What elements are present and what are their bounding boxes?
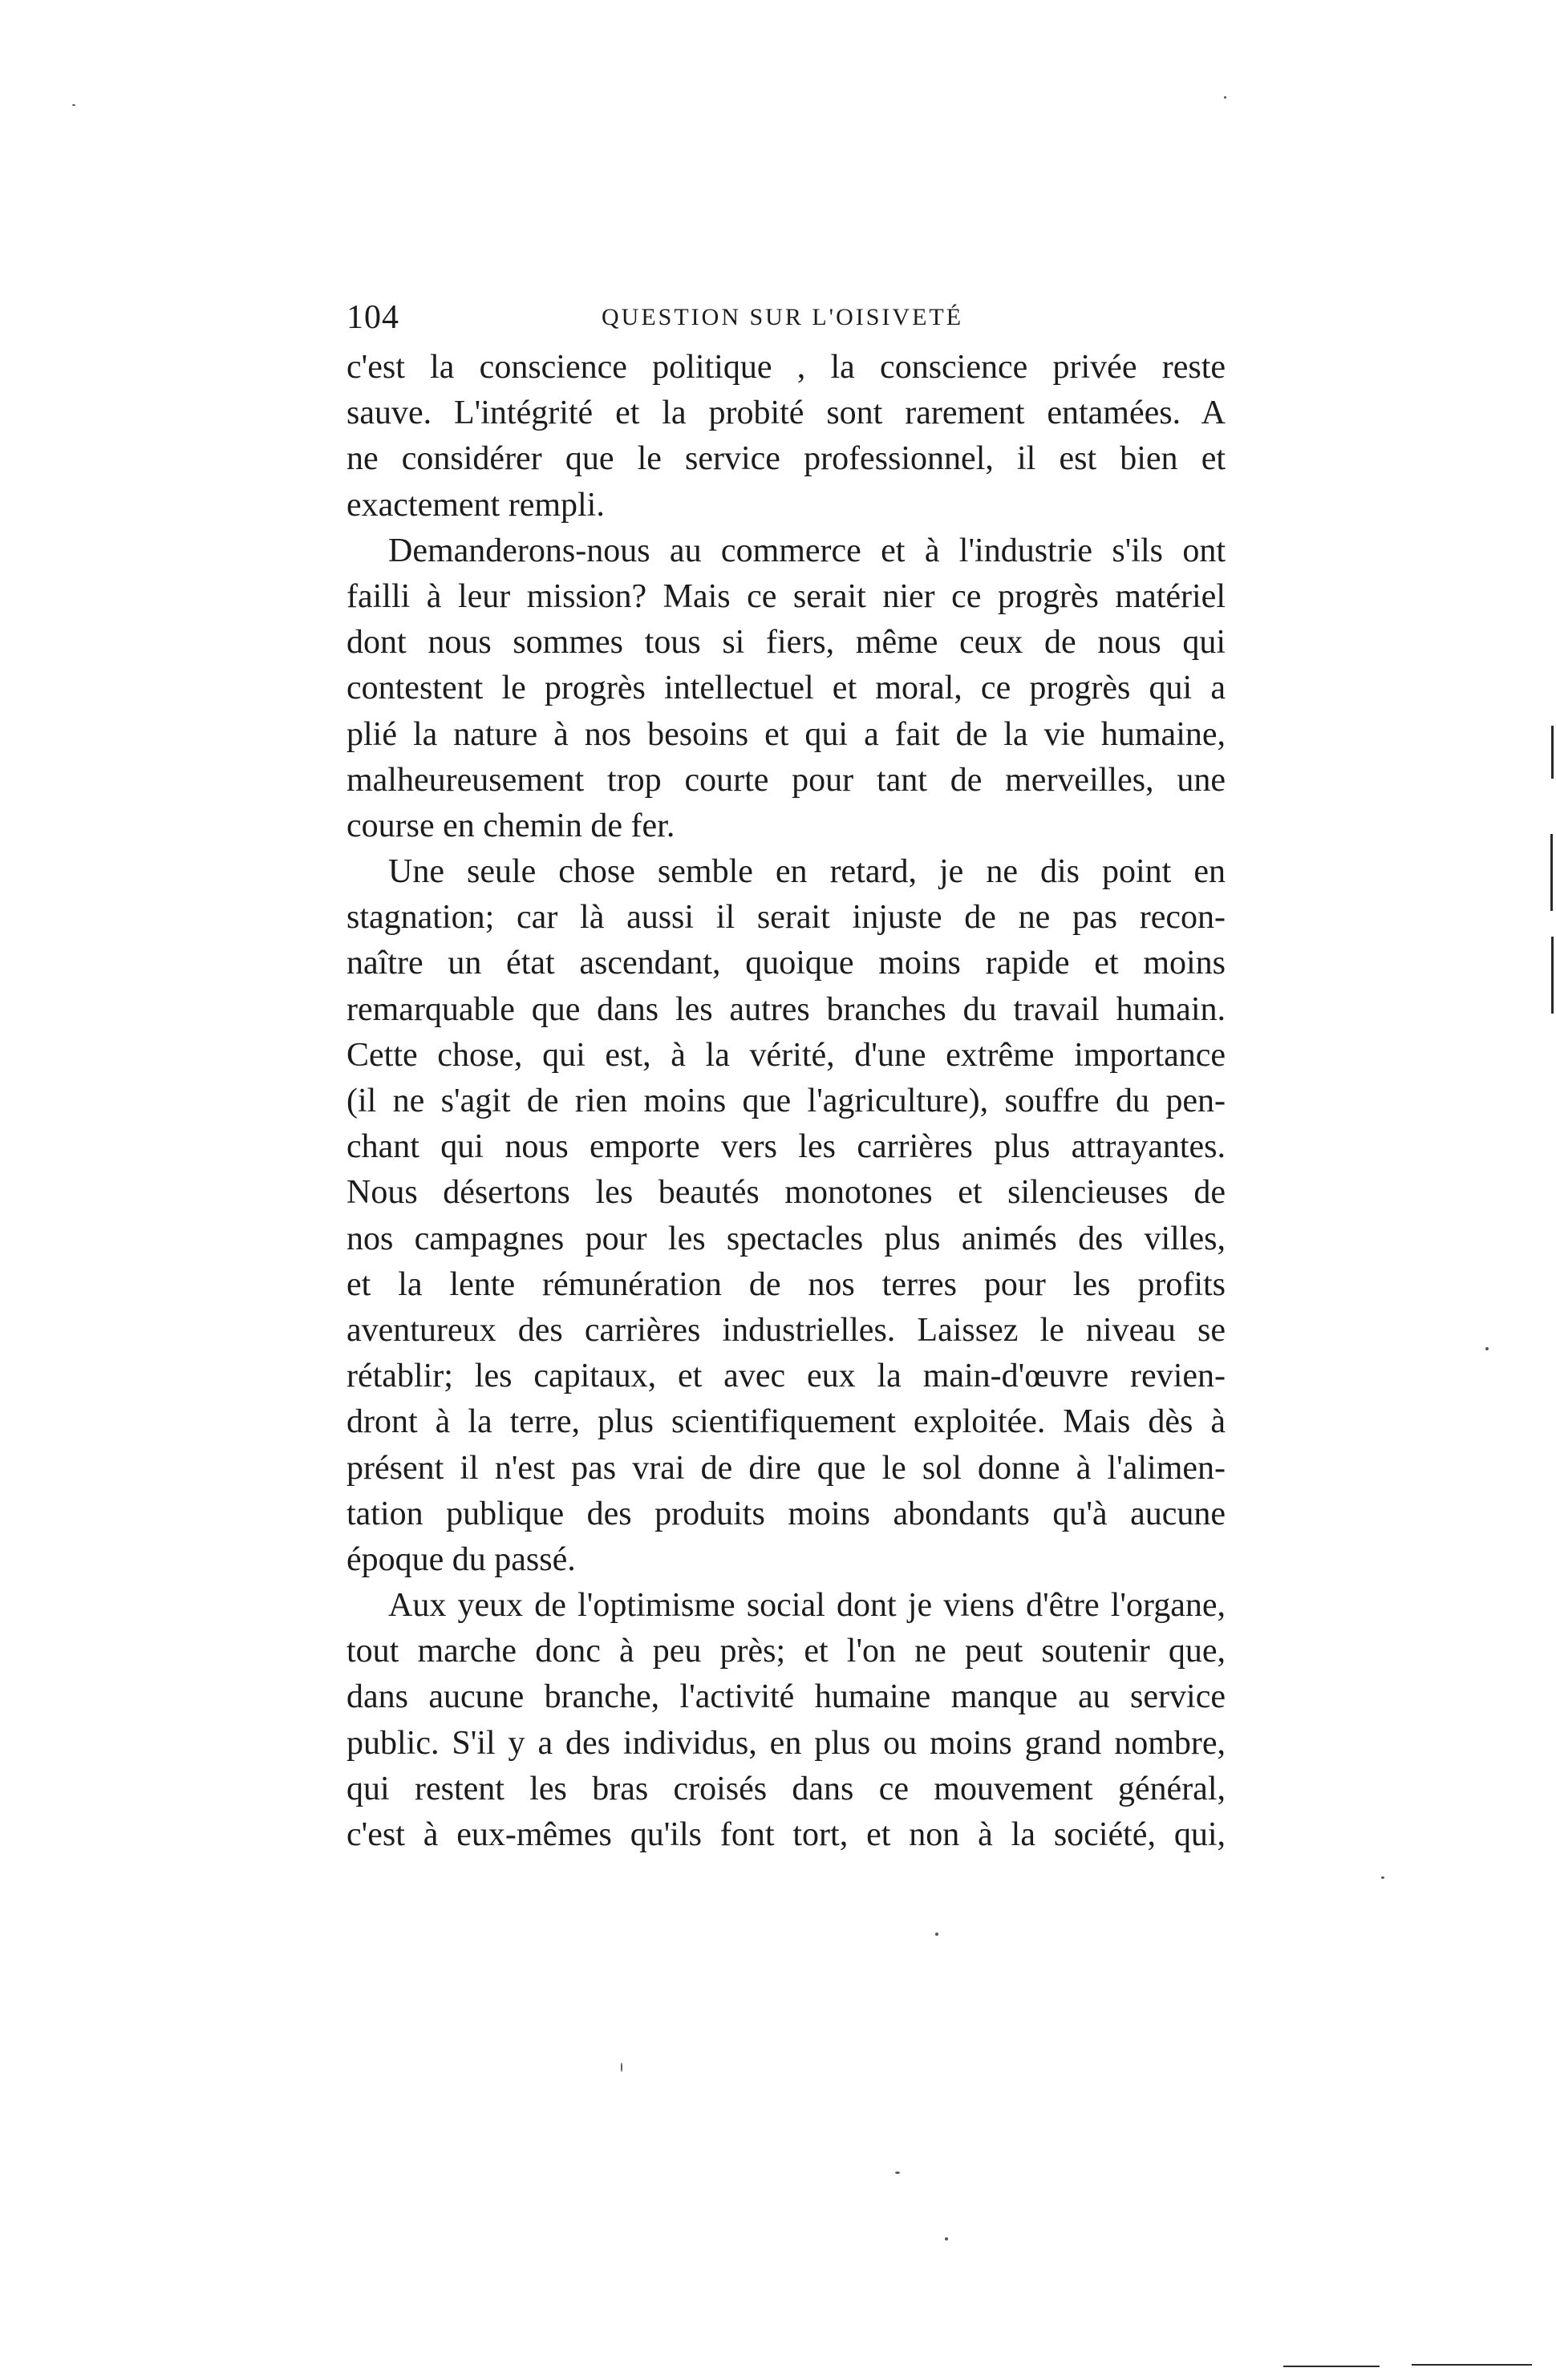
body-text [346,345,1226,1858]
scan-edge-mark [1412,2364,1532,2366]
text-line: public. S'il y a des individus, en plus ou moins grand nombre, [346,1724,1226,1762]
scan-dust [1485,1347,1489,1350]
text-line: dront à la terre, plus scientifiquement exploitée. Mais dès à [346,1403,1226,1441]
paragraph [346,528,1226,849]
text-line: Cette chose, qui est, à la vérité, d'une extrême importance [346,1036,1226,1074]
text-line: ne considérer que le service professionnel, il est bien et [346,440,1226,478]
text-line: Une seule chose semble en retard, je ne dis point en [388,853,1226,891]
text-line: rétablir; les capitaux, et avec eux la main-d'œuvre revien- [346,1358,1226,1395]
paragraph [346,849,1226,1583]
paragraph [346,345,1226,528]
text-line: tout marche donc à peu près; et l'on ne peut soutenir que, [346,1633,1226,1670]
text-line: nos campagnes pour les spectacles plus animés des villes, [346,1220,1226,1257]
page-number: 104 [346,299,399,336]
text-line: aventureux des carrières industrielles. Laissez le niveau se [346,1311,1226,1349]
scan-dust [621,2062,622,2072]
text-line: tation publique des produits moins abondants qu'à aucune [346,1495,1226,1532]
text-line: dans aucune branche, l'activité humaine manque au service [346,1678,1226,1716]
scan-dust [895,2172,900,2174]
text-line: Aux yeux de l'optimisme social dont je viens d'être l'organe, [388,1587,1226,1625]
scan-dust [72,104,75,106]
scan-edge-mark [1551,937,1554,1014]
text-line: malheureusement trop courte pour tant de merveilles, une [346,761,1226,799]
text-line: plié la nature à nos besoins et qui a fait de la vie humaine, [346,715,1226,753]
text-line: Demanderons-nous au commerce et à l'industrie s'ils ont [388,532,1226,569]
scan-edge-mark [1550,834,1553,911]
text-line: course en chemin de fer. [346,807,675,844]
text-line: contestent le progrès intellectuel et moral, ce progrès qui a [346,670,1226,707]
text-line: c'est la conscience politique , la conscience privée reste [346,349,1226,386]
text-line: qui restent les bras croisés dans ce mouvement général, [346,1770,1226,1807]
paragraph [346,1583,1226,1858]
text-line: époque du passé. [346,1540,576,1578]
text-line: et la lente rémunération de nos terres pour les profits [346,1265,1226,1303]
scan-dust [945,2237,948,2240]
scan-edge-mark [1283,2366,1380,2367]
text-line: (il ne s'agit de rien moins que l'agriculture), souffre du pen- [346,1083,1226,1119]
text-line: naître un état ascendant, quoique moins rapide et moins [346,945,1226,982]
scan-dust [935,1933,938,1936]
text-line: failli à leur mission? Mais ce serait nier ce progrès matériel [346,577,1226,615]
text-line: sauve. L'intégrité et la probité sont rarement entamées. A [346,395,1226,432]
text-line: présent il n'est pas vrai de dire que le sol donne à l'alimen- [346,1449,1226,1487]
text-line: exactement rempli. [346,486,605,524]
scan-dust [1224,96,1226,99]
scan-edge-mark [1551,726,1554,779]
text-line: dont nous sommes tous si fiers, même ceux de nous qui [346,624,1226,662]
text-line: remarquable que dans les autres branches du travail humain. [346,990,1226,1028]
scan-dust [1381,1876,1384,1879]
running-title: QUESTION SUR L'OISIVETÉ [602,304,964,330]
text-line: Nous désertons les beautés monotones et silencieuses de [346,1174,1226,1212]
text-line: chant qui nous emporte vers les carrières plus attrayantes. [346,1128,1226,1166]
text-line: stagnation; car là aussi il serait injuste de ne pas recon- [346,899,1226,937]
page-header [346,295,1226,340]
text-line: c'est à eux-mêmes qu'ils font tort, et non à la société, qui, [346,1816,1226,1853]
